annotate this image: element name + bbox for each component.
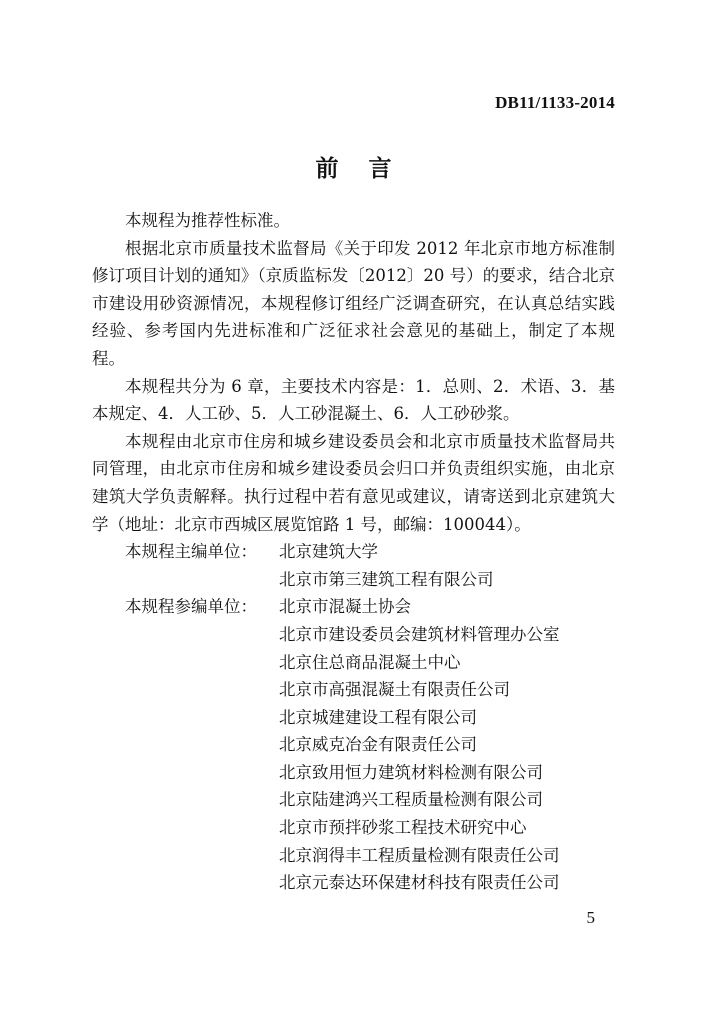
unit-row (92, 566, 615, 594)
unit-row (92, 621, 615, 649)
document-code: DB11/1133-2014 (495, 93, 615, 112)
unit-name: 北京市建设委员会建筑材料管理办公室 (279, 624, 560, 644)
unit-row (92, 869, 615, 897)
unit-row (92, 593, 615, 621)
unit-name: 北京元泰达环保建材科技有限责任公司 (279, 873, 560, 893)
unit-name: 北京住总商品混凝土中心 (279, 652, 461, 672)
unit-row (92, 786, 615, 814)
chief-units-block (92, 538, 615, 593)
unit-row (92, 538, 615, 566)
unit-name: 北京致用恒力建筑材料检测有限公司 (279, 762, 543, 782)
unit-row (92, 842, 615, 870)
unit-row (92, 676, 615, 704)
unit-name: 北京城建建设工程有限公司 (279, 707, 477, 727)
paragraph: 本规程共分为 6 章，主要技术内容是：1．总则、2．术语、3．基本规定、4．人工砂、5．人工砂混凝土、6．人工砂砂浆。 (92, 376, 615, 424)
paragraph: 本规程由北京市住房和城乡建设委员会和北京市质量技术监督局共同管理，由北京市住房和城乡建设委员会归口并负责组织实施，由北京建筑大学负责解释。执行过程中若有意见或建议，请寄送到北京建筑大学（地址：北京市西城区展览馆路 1 号，邮编：100044）。 (92, 431, 615, 534)
unit-name: 北京建筑大学 (279, 542, 378, 562)
chief-units-label: 本规程主编单位： (125, 542, 257, 562)
paragraph: 本规程为推荐性标准。 (125, 211, 290, 230)
unit-row (92, 704, 615, 732)
unit-row (92, 649, 615, 677)
preface-body (92, 207, 615, 897)
unit-row (92, 814, 615, 842)
unit-name: 北京市第三建筑工程有限公司 (279, 569, 494, 589)
participating-units-block (92, 593, 615, 897)
unit-name: 北京陆建鸿兴工程质量检测有限公司 (279, 790, 543, 810)
participating-units-label: 本规程参编单位： (125, 597, 257, 617)
paragraph: 根据北京市质量技术监督局《关于印发 2012 年北京市地方标准制修订项目计划的通知》（京质监标发〔2012〕20 号）的要求，结合北京市建设用砂资源情况，本规程修订组经广泛调查研究，在认真总结实践经验、参考国内先进标准和广泛征求社会意见的基础上，制定了本规程。 (92, 238, 615, 368)
unit-row (92, 759, 615, 787)
unit-name: 北京市混凝土协会 (279, 597, 411, 617)
unit-name: 北京润得丰工程质量检测有限责任公司 (279, 845, 560, 865)
page-title: 前言 (315, 156, 422, 182)
unit-row (92, 731, 615, 759)
unit-name: 北京市预拌砂浆工程技术研究中心 (279, 818, 527, 838)
unit-name: 北京市高强混凝土有限责任公司 (279, 680, 510, 700)
page-number: 5 (586, 908, 595, 927)
unit-name: 北京威克冶金有限责任公司 (279, 735, 477, 755)
